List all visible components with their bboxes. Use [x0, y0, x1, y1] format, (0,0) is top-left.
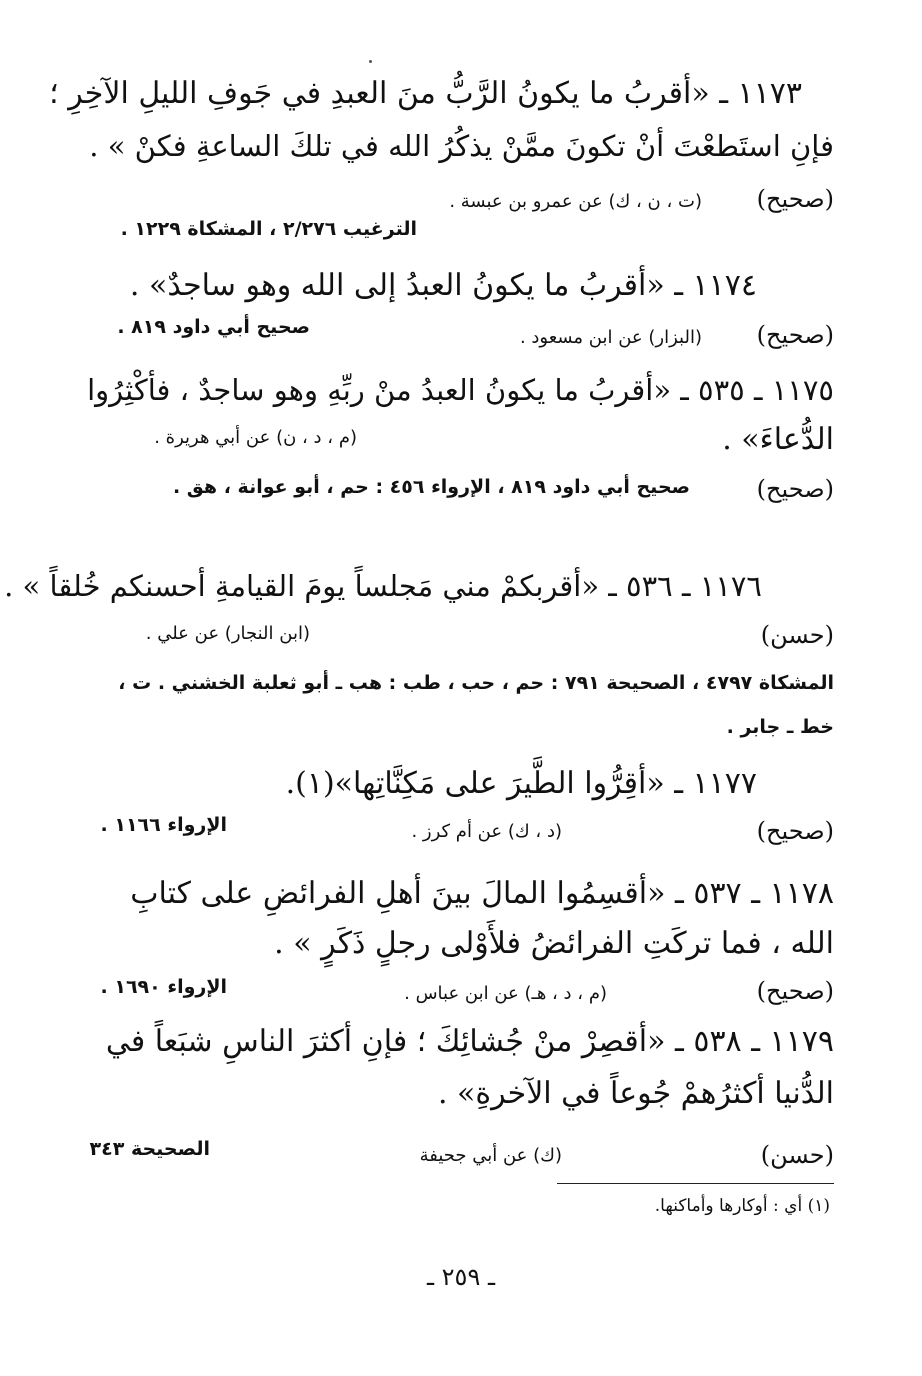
hadith-1175-grade: ( صحيح ) — [757, 474, 834, 504]
hadith-1177-grade: ( صحيح ) — [757, 816, 834, 846]
hadith-1176-refs: المشكاة ٤٧٩٧ ، الصحيحة ٧٩١ : حم ، حب ، طب : هب ـ أبو ثعلبة الخشني . ت ، — [118, 672, 834, 694]
hadith-1173-line-2: فإنِ استَطعْتَ أنْ تكونَ ممَّنْ يذكُرُ الله في تلكَ الساعةِ فكنْ » . — [89, 129, 834, 163]
hadith-1179-line-1: ١١٧٩ ـ ٥٣٨ ـ «أقصِرْ منْ جُشائِكَ ؛ فإنِ أكثرَ الناسِ شبَعاً في — [105, 1024, 834, 1059]
hadith-1175-refs: صحيح أبي داود ٨١٩ ، الإرواء ٤٥٦ : حم ، أبو عوانة ، هق . — [172, 476, 690, 498]
hadith-1173-refs: الترغيب ٢/٢٧٦ ، المشكاة ١٢٢٩ . — [120, 218, 417, 240]
print-mark — [369, 60, 372, 63]
hadith-1173-grade: ( صحيح ) — [757, 184, 834, 214]
hadith-1179-refs: الصحيحة ٣٤٣ — [89, 1138, 210, 1160]
hadith-1175-line-1: ١١٧٥ ـ ٥٣٥ ـ «أقربُ ما يكونُ العبدُ منْ ربِّهِ وهو ساجدٌ ، فأكْثِرُوا — [87, 373, 834, 407]
hadith-1174-line-1: ١١٧٤ ـ «أقربُ ما يكونُ العبدُ إلى الله وهو ساجدٌ» . — [129, 268, 757, 303]
hadith-1177-refs: الإرواء ١١٦٦ . — [100, 814, 227, 836]
hadith-1174-source: (البزار) عن ابن مسعود . — [519, 327, 702, 348]
hadith-1175-source: (م ، د ، ن) عن أبي هريرة . — [154, 427, 357, 448]
hadith-1173-line-1: ١١٧٣ ـ «أقربُ ما يكونُ الرَّبُّ منَ العبدِ في جَوفِ الليلِ الآخِرِ ؛ — [49, 76, 802, 111]
footnote: (١) أي : أوكارها وأماكنها. — [654, 1196, 830, 1216]
page-number: ـ ٢٥٩ ـ — [426, 1263, 495, 1291]
hadith-1178-line-2: الله ، فما تركَتِ الفرائضُ فلأَوْلى رجلٍ ذَكَرٍ » . — [274, 926, 834, 961]
hadith-1179-grade: ( حسن ) — [761, 1140, 834, 1170]
hadith-1178-line-1: ١١٧٨ ـ ٥٣٧ ـ «أقسِمُوا المالَ بينَ أهلِ الفرائضِ على كتابِ — [130, 876, 834, 911]
hadith-1178-grade: ( صحيح ) — [757, 976, 834, 1006]
hadith-1173-source: (ت ، ن ، ك) عن عمرو بن عبسة . — [449, 191, 702, 212]
hadith-1175-line-2: الدُّعاءَ» . — [722, 422, 834, 457]
hadith-1179-line-2: الدُّنيا أكثرُهمْ جُوعاً في الآخرةِ» . — [437, 1076, 834, 1111]
hadith-1176-refs-2: خط ـ جابر . — [726, 716, 834, 738]
hadith-1176-line-1: ١١٧٦ ـ ٥٣٦ ـ «أقربكمْ مني مَجلساً يومَ القيامةِ أحسنكم خُلقاً » . — [4, 569, 762, 603]
hadith-1178-refs: الإرواء ١٦٩٠ . — [100, 976, 227, 998]
hadith-1178-source: (م ، د ، هـ) عن ابن عباس . — [404, 983, 607, 1004]
hadith-1177-source: (د ، ك) عن أم كرز . — [411, 821, 562, 842]
hadith-1174-grade: ( صحيح ) — [757, 320, 834, 350]
footnote-separator — [557, 1183, 834, 1184]
hadith-1176-grade: ( حسن ) — [761, 620, 834, 650]
hadith-1174-refs: صحيح أبي داود ٨١٩ . — [117, 316, 310, 338]
hadith-1177-line-1: ١١٧٧ ـ «أقِرُّوا الطَّيرَ على مَكِنَّاتِها»(١). — [285, 766, 757, 801]
hadith-1176-source: (ابن النجار) عن علي . — [145, 623, 310, 644]
hadith-1179-source: (ك) عن أبي جحيفة — [419, 1145, 562, 1166]
